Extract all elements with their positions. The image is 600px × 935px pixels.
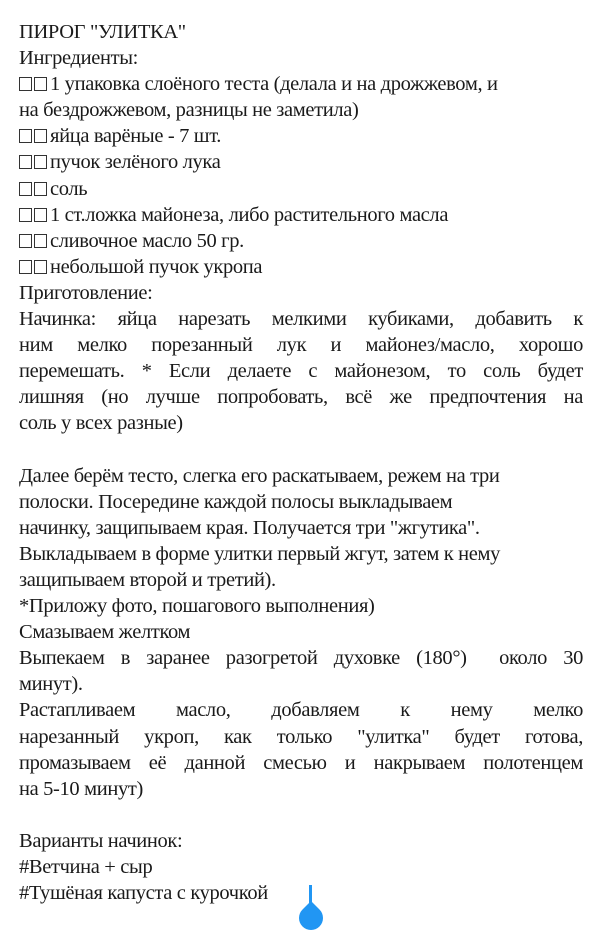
ingredient-item: 1 упаковка слоёного теста (делала и на дрожжевом, и (19, 71, 583, 97)
missing-glyph-icon (19, 176, 49, 202)
dough-line: Далее берём тесто, слегка его раскатываем, режем на три (19, 464, 500, 487)
butter-line: нарезанный укроп, как только "улитка" будет готова, (19, 725, 583, 748)
filling-line: соль у всех разные) (19, 412, 183, 435)
missing-glyph-icon (19, 202, 49, 228)
dough-line: начинку, защипываем края. Получается три "жгутика". (19, 516, 480, 539)
missing-glyph-icon (19, 149, 49, 175)
bake-line: Выпекаем в заранее разогретой духовке (180°) около 30 (19, 647, 583, 670)
dough-line: Смазываем желтком (19, 621, 191, 644)
filling-line: лишняя (но лучше попробовать, всё же предпочтения на (19, 386, 583, 409)
ingredients-heading: Ингредиенты: (19, 47, 138, 70)
bake-line: минут). (19, 673, 83, 696)
ingredient-item: соль (19, 176, 583, 202)
preparation-heading: Приготовление: (19, 281, 153, 304)
ingredient-item: небольшой пучок укропа (19, 254, 583, 280)
ingredient-item: пучок зелёного лука (19, 149, 583, 175)
missing-glyph-icon (19, 71, 49, 97)
filling-line: ним мелко порезанный лук и майонез/масло, хорошо (19, 334, 583, 357)
filling-line: перемешать. * Если делаете с майонезом, то соль будет (19, 360, 583, 383)
ingredient-item: яйца варёные - 7 шт. (19, 123, 583, 149)
butter-line: промазываем её данной смесью и накрываем полотенцем (19, 751, 583, 774)
recipe-title: ПИРОГ "УЛИТКА" (19, 21, 186, 43)
missing-glyph-icon (19, 254, 49, 280)
variant-item: #Тушёная капуста с курочкой (19, 882, 268, 905)
ingredient-item-continuation: на бездрожжевом, разницы не заметила) (19, 99, 359, 122)
butter-line: на 5-10 минут) (19, 777, 143, 800)
missing-glyph-icon (19, 228, 49, 254)
dough-line: защипываем второй и третий). (19, 568, 276, 591)
document-text-area[interactable] (19, 19, 583, 906)
dough-line: полоски. Посередине каждой полосы выкладываем (19, 490, 453, 513)
missing-glyph-icon (19, 123, 49, 149)
blank-line (19, 437, 583, 463)
variant-item: #Ветчина + сыр (19, 856, 153, 878)
butter-line: Растапливаем масло, добавляем к нему мелко (19, 699, 583, 722)
blank-line (19, 802, 583, 828)
dough-line: *Приложу фото, пошагового выполнения) (19, 595, 375, 618)
variants-heading: Варианты начинок: (19, 829, 183, 852)
filling-line: Начинка: яйца нарезать мелкими кубиками, добавить к (19, 308, 583, 331)
dough-line: Выкладываем в форме улитки первый жгут, затем к нему (19, 542, 501, 565)
ingredient-item: 1 ст.ложка майонеза, либо растительного масла (19, 202, 583, 228)
ingredient-item: сливочное масло 50 гр. (19, 228, 583, 254)
